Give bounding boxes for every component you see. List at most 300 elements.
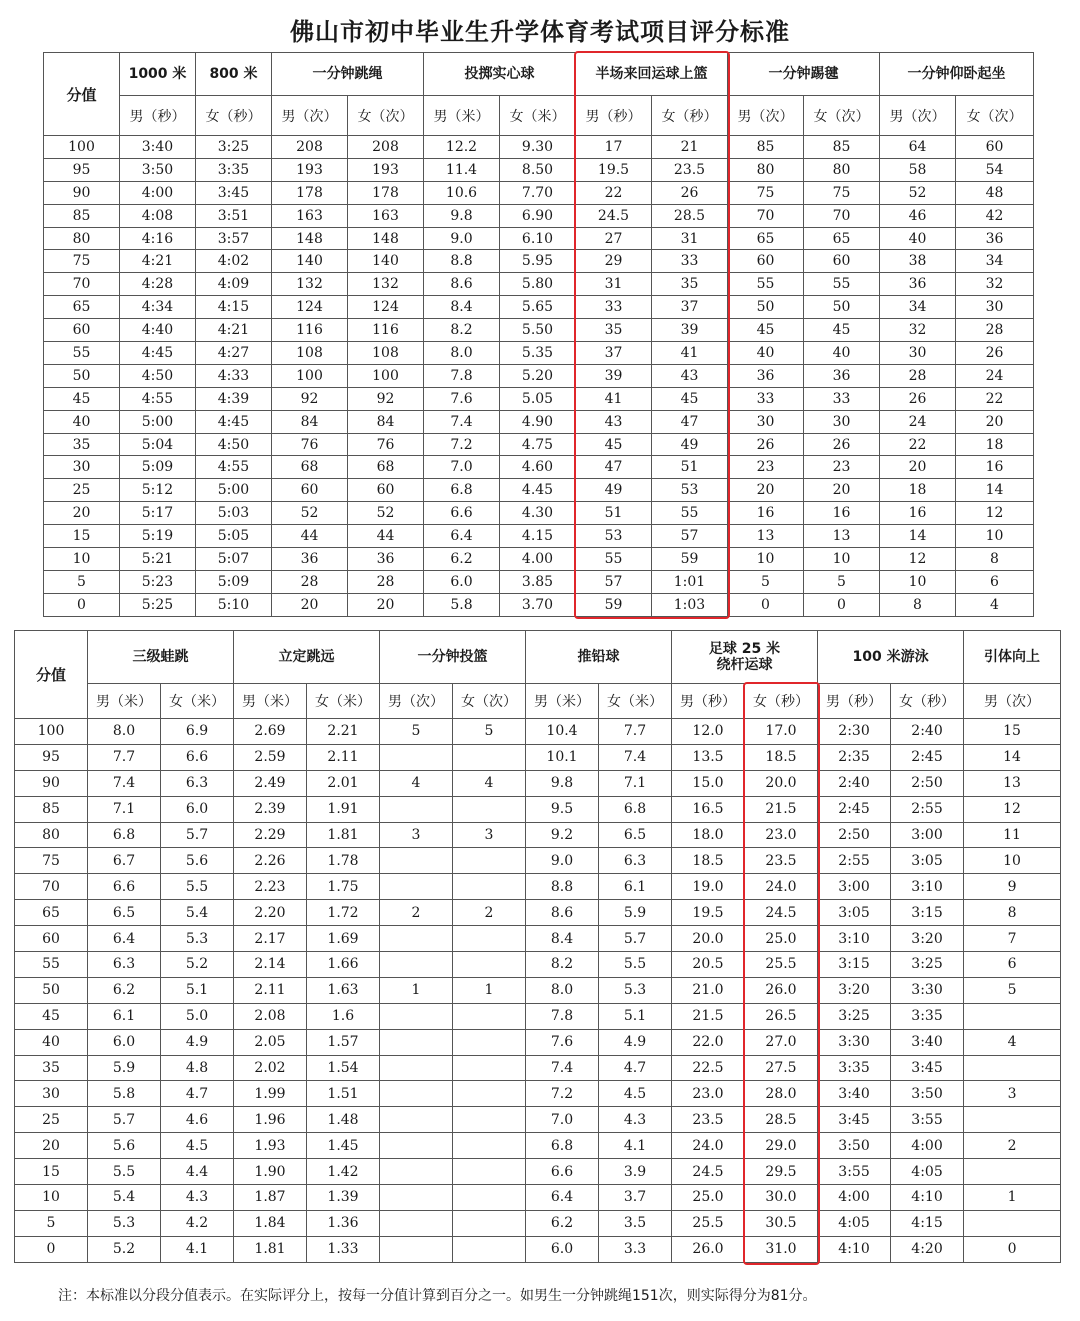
value-cell: 64: [880, 136, 956, 159]
value-cell: [964, 1107, 1061, 1133]
value-cell: 9.30: [500, 136, 576, 159]
value-cell: 178: [348, 181, 424, 204]
value-cell: 4:55: [196, 456, 272, 479]
gender-unit-header: 男（次）: [728, 96, 804, 136]
value-cell: 5.20: [500, 364, 576, 387]
value-cell: 18: [880, 479, 956, 502]
value-cell: 6.6: [88, 874, 161, 900]
value-cell: 4:28: [120, 273, 196, 296]
value-cell: 15.0: [672, 770, 745, 796]
value-cell: 4:15: [891, 1210, 964, 1236]
value-cell: 124: [348, 296, 424, 319]
value-cell: [453, 1185, 526, 1211]
gender-unit-header: 女（次）: [804, 96, 880, 136]
value-cell: 4:05: [891, 1159, 964, 1185]
gender-unit-header: 男（次）: [380, 684, 453, 719]
value-cell: 48: [956, 181, 1034, 204]
score-cell: 95: [15, 744, 88, 770]
table-row: [15, 900, 1061, 926]
value-cell: 8: [956, 548, 1034, 571]
value-cell: 4:09: [196, 273, 272, 296]
value-cell: 4:08: [120, 204, 196, 227]
event-header: 一分钟踢毽: [728, 53, 880, 96]
value-cell: [380, 796, 453, 822]
value-cell: 6.4: [526, 1185, 599, 1211]
table-row: [15, 1185, 1061, 1211]
value-cell: 3:50: [891, 1081, 964, 1107]
value-cell: 3:25: [196, 136, 272, 159]
score-cell: 55: [15, 952, 88, 978]
value-cell: 3.9: [599, 1159, 672, 1185]
value-cell: 1.87: [234, 1185, 307, 1211]
value-cell: 4: [380, 770, 453, 796]
value-cell: 28: [956, 319, 1034, 342]
value-cell: 7.7: [88, 744, 161, 770]
value-cell: 2:45: [818, 796, 891, 822]
value-cell: [380, 1029, 453, 1055]
value-cell: 45: [804, 319, 880, 342]
value-cell: 208: [272, 136, 348, 159]
value-cell: 4:20: [891, 1236, 964, 1262]
value-cell: 3:30: [891, 977, 964, 1003]
value-cell: 24.5: [672, 1159, 745, 1185]
table-row: [15, 1133, 1061, 1159]
value-cell: 5.7: [161, 822, 234, 848]
value-cell: 33: [652, 250, 728, 273]
value-cell: 1.91: [307, 796, 380, 822]
value-cell: 8.0: [424, 342, 500, 365]
value-cell: 18.5: [745, 744, 818, 770]
score-cell: 15: [15, 1159, 88, 1185]
value-cell: [453, 926, 526, 952]
value-cell: 5.95: [500, 250, 576, 273]
value-cell: 3:50: [818, 1133, 891, 1159]
value-cell: 8.4: [526, 926, 599, 952]
table-row: [15, 770, 1061, 796]
value-cell: 3:25: [891, 952, 964, 978]
value-cell: [453, 1107, 526, 1133]
value-cell: 1: [964, 1185, 1061, 1211]
value-cell: 6.90: [500, 204, 576, 227]
value-cell: 4: [453, 770, 526, 796]
value-cell: 28: [348, 570, 424, 593]
value-cell: 0: [804, 593, 880, 616]
value-cell: 35: [576, 319, 652, 342]
value-cell: 1.6: [307, 1003, 380, 1029]
value-cell: [453, 874, 526, 900]
value-cell: 16: [956, 456, 1034, 479]
value-cell: 2:35: [818, 744, 891, 770]
value-cell: 75: [804, 181, 880, 204]
value-cell: 28.5: [745, 1107, 818, 1133]
value-cell: [453, 1133, 526, 1159]
value-cell: 1.54: [307, 1055, 380, 1081]
value-cell: 2.26: [234, 848, 307, 874]
value-cell: 2.11: [307, 744, 380, 770]
value-cell: 5: [804, 570, 880, 593]
gender-unit-header: 男（米）: [424, 96, 500, 136]
value-cell: 18.5: [672, 848, 745, 874]
value-cell: 1.57: [307, 1029, 380, 1055]
value-cell: 26: [652, 181, 728, 204]
value-cell: 7.1: [88, 796, 161, 822]
value-cell: 39: [652, 319, 728, 342]
value-cell: 10: [728, 548, 804, 571]
value-cell: 1: [380, 977, 453, 1003]
score-cell: 20: [44, 502, 120, 525]
value-cell: 5:23: [120, 570, 196, 593]
table-row: [44, 250, 1034, 273]
value-cell: 8.50: [500, 158, 576, 181]
value-cell: 1.36: [307, 1210, 380, 1236]
value-cell: 8.0: [88, 719, 161, 745]
value-cell: 45: [728, 319, 804, 342]
value-cell: 3: [380, 822, 453, 848]
value-cell: 4:50: [196, 433, 272, 456]
value-cell: 5.6: [88, 1133, 161, 1159]
score-cell: 25: [44, 479, 120, 502]
value-cell: 16.5: [672, 796, 745, 822]
score-cell: 5: [15, 1210, 88, 1236]
value-cell: 24.5: [576, 204, 652, 227]
value-cell: 1.48: [307, 1107, 380, 1133]
value-cell: 28: [272, 570, 348, 593]
gender-unit-header: 女（秒）: [652, 96, 728, 136]
value-cell: 52: [272, 502, 348, 525]
value-cell: 1.51: [307, 1081, 380, 1107]
table-row: [15, 848, 1061, 874]
value-cell: 5.2: [88, 1236, 161, 1262]
value-cell: 5.2: [161, 952, 234, 978]
score-cell: 25: [15, 1107, 88, 1133]
table-row: [44, 502, 1034, 525]
value-cell: 23.5: [652, 158, 728, 181]
value-cell: 7.7: [599, 719, 672, 745]
value-cell: 29.0: [745, 1133, 818, 1159]
value-cell: 60: [272, 479, 348, 502]
value-cell: 5.4: [161, 900, 234, 926]
value-cell: 4.1: [161, 1236, 234, 1262]
value-cell: 52: [880, 181, 956, 204]
score-cell: 35: [44, 433, 120, 456]
score-cell: 90: [15, 770, 88, 796]
value-cell: 47: [652, 410, 728, 433]
value-cell: 4:34: [120, 296, 196, 319]
value-cell: 6.8: [526, 1133, 599, 1159]
value-cell: [453, 952, 526, 978]
value-cell: 3:40: [891, 1029, 964, 1055]
gender-unit-header: 女（秒）: [196, 96, 272, 136]
value-cell: 6.3: [161, 770, 234, 796]
value-cell: 8.0: [526, 977, 599, 1003]
event-header: 引体向上: [964, 631, 1061, 684]
value-cell: 57: [576, 570, 652, 593]
value-cell: 44: [348, 525, 424, 548]
value-cell: 33: [576, 296, 652, 319]
gender-unit-header: 男（米）: [526, 684, 599, 719]
value-cell: 21.5: [672, 1003, 745, 1029]
value-cell: 6.0: [526, 1236, 599, 1262]
value-cell: 140: [272, 250, 348, 273]
value-cell: 4:50: [120, 364, 196, 387]
value-cell: 3.85: [500, 570, 576, 593]
value-cell: 85: [804, 136, 880, 159]
value-cell: 3.7: [599, 1185, 672, 1211]
value-cell: 3.5: [599, 1210, 672, 1236]
value-cell: 36: [804, 364, 880, 387]
value-cell: 163: [272, 204, 348, 227]
gender-unit-header: 女（米）: [161, 684, 234, 719]
value-cell: 3:51: [196, 204, 272, 227]
value-cell: 31: [576, 273, 652, 296]
score-cell: 95: [44, 158, 120, 181]
value-cell: 41: [652, 342, 728, 365]
value-cell: 4:00: [891, 1133, 964, 1159]
value-cell: 3:25: [818, 1003, 891, 1029]
table-row: [44, 296, 1034, 319]
value-cell: 4:40: [120, 319, 196, 342]
score-cell: 40: [44, 410, 120, 433]
value-cell: 6.4: [88, 926, 161, 952]
value-cell: 36: [348, 548, 424, 571]
value-cell: 36: [880, 273, 956, 296]
value-cell: 23.5: [672, 1107, 745, 1133]
value-cell: 2:40: [891, 719, 964, 745]
gender-unit-header: 女（次）: [956, 96, 1034, 136]
value-cell: 36: [272, 548, 348, 571]
value-cell: 22: [956, 387, 1034, 410]
value-cell: 7.6: [526, 1029, 599, 1055]
value-cell: 9: [964, 874, 1061, 900]
value-cell: 59: [576, 593, 652, 616]
value-cell: 70: [804, 204, 880, 227]
gender-unit-header: 女（秒）: [745, 684, 818, 719]
value-cell: 5:17: [120, 502, 196, 525]
score-cell: 70: [44, 273, 120, 296]
value-cell: [453, 848, 526, 874]
value-cell: 26.0: [672, 1236, 745, 1262]
value-cell: 1.72: [307, 900, 380, 926]
value-cell: 5:21: [120, 548, 196, 571]
score-cell: 40: [15, 1029, 88, 1055]
value-cell: 4:10: [891, 1185, 964, 1211]
value-cell: 17.0: [745, 719, 818, 745]
value-cell: [453, 744, 526, 770]
value-cell: 4.5: [161, 1133, 234, 1159]
value-cell: 25.0: [745, 926, 818, 952]
value-cell: 8.6: [424, 273, 500, 296]
value-cell: [453, 1236, 526, 1262]
table-row: [15, 744, 1061, 770]
value-cell: 3:20: [818, 977, 891, 1003]
value-cell: 25.5: [745, 952, 818, 978]
value-cell: 5.0: [161, 1003, 234, 1029]
value-cell: 53: [576, 525, 652, 548]
value-cell: 7.8: [526, 1003, 599, 1029]
scoring-table-2: [14, 630, 1061, 1263]
value-cell: 6.0: [424, 570, 500, 593]
score-cell: 10: [15, 1185, 88, 1211]
value-cell: 18.0: [672, 822, 745, 848]
value-cell: 16: [728, 502, 804, 525]
value-cell: 21.5: [745, 796, 818, 822]
table-row: [44, 227, 1034, 250]
value-cell: 8: [880, 593, 956, 616]
event-header: 半场来回运球上篮: [576, 53, 728, 96]
value-cell: 24.5: [745, 900, 818, 926]
score-cell: 60: [44, 319, 120, 342]
score-cell: 75: [15, 848, 88, 874]
event-header: 一分钟仰卧起坐: [880, 53, 1034, 96]
value-cell: 2: [964, 1133, 1061, 1159]
value-cell: 26: [880, 387, 956, 410]
value-cell: 7.8: [424, 364, 500, 387]
value-cell: 13: [804, 525, 880, 548]
value-cell: 29: [576, 250, 652, 273]
table-row: [15, 822, 1061, 848]
value-cell: 8.8: [424, 250, 500, 273]
value-cell: 6.2: [88, 977, 161, 1003]
table-row: [44, 593, 1034, 616]
value-cell: 27: [576, 227, 652, 250]
value-cell: 2.05: [234, 1029, 307, 1055]
score-cell: 30: [15, 1081, 88, 1107]
value-cell: 30: [804, 410, 880, 433]
table-row: [15, 874, 1061, 900]
value-cell: 3:40: [120, 136, 196, 159]
value-cell: 4: [964, 1029, 1061, 1055]
value-cell: 4.7: [599, 1055, 672, 1081]
value-cell: 1.84: [234, 1210, 307, 1236]
table-row: [15, 926, 1061, 952]
value-cell: 6.8: [599, 796, 672, 822]
value-cell: 4.7: [161, 1081, 234, 1107]
value-cell: 3:55: [818, 1159, 891, 1185]
value-cell: 38: [880, 250, 956, 273]
value-cell: 9.2: [526, 822, 599, 848]
value-cell: 2:45: [891, 744, 964, 770]
gender-unit-header: 女（秒）: [891, 684, 964, 719]
value-cell: 6.6: [161, 744, 234, 770]
value-cell: 1.93: [234, 1133, 307, 1159]
value-cell: 33: [728, 387, 804, 410]
value-cell: 10.1: [526, 744, 599, 770]
value-cell: 92: [348, 387, 424, 410]
value-cell: 4:45: [196, 410, 272, 433]
value-cell: 19.0: [672, 874, 745, 900]
gender-unit-header: 男（秒）: [818, 684, 891, 719]
value-cell: 15: [964, 719, 1061, 745]
value-cell: [380, 952, 453, 978]
table-row: [44, 342, 1034, 365]
value-cell: 3:35: [891, 1003, 964, 1029]
value-cell: 1.96: [234, 1107, 307, 1133]
table-row: [15, 1003, 1061, 1029]
value-cell: 7.4: [526, 1055, 599, 1081]
value-cell: 20: [804, 479, 880, 502]
value-cell: 1.33: [307, 1236, 380, 1262]
value-cell: 44: [272, 525, 348, 548]
value-cell: 12.2: [424, 136, 500, 159]
event-header: 投掷实心球: [424, 53, 576, 96]
value-cell: 4:33: [196, 364, 272, 387]
value-cell: 1:01: [652, 570, 728, 593]
value-cell: 5:04: [120, 433, 196, 456]
value-cell: 6.0: [161, 796, 234, 822]
value-cell: 4.9: [161, 1029, 234, 1055]
value-cell: 27.5: [745, 1055, 818, 1081]
value-cell: 16: [880, 502, 956, 525]
value-cell: [964, 1210, 1061, 1236]
value-cell: 3:10: [891, 874, 964, 900]
value-cell: 4:45: [120, 342, 196, 365]
table-row: [15, 1210, 1061, 1236]
value-cell: 7.1: [599, 770, 672, 796]
scoring-table-1: [43, 52, 1034, 617]
value-cell: 75: [728, 181, 804, 204]
value-cell: 60: [348, 479, 424, 502]
event-header: 推铅球: [526, 631, 672, 684]
value-cell: 5:00: [120, 410, 196, 433]
event-header: 一分钟投篮: [380, 631, 526, 684]
value-cell: 6.6: [526, 1159, 599, 1185]
value-cell: 5.05: [500, 387, 576, 410]
gender-unit-header: 男（次）: [272, 96, 348, 136]
value-cell: 29.5: [745, 1159, 818, 1185]
value-cell: 24: [880, 410, 956, 433]
table-row: [44, 136, 1034, 159]
value-cell: 6: [964, 952, 1061, 978]
value-cell: 23.0: [745, 822, 818, 848]
value-cell: 41: [576, 387, 652, 410]
value-cell: 4:16: [120, 227, 196, 250]
value-cell: 9.0: [526, 848, 599, 874]
value-cell: [380, 1107, 453, 1133]
value-cell: [380, 1055, 453, 1081]
value-cell: 7.0: [424, 456, 500, 479]
value-cell: 32: [880, 319, 956, 342]
value-cell: 4.75: [500, 433, 576, 456]
value-cell: 2.14: [234, 952, 307, 978]
value-cell: 6.9: [161, 719, 234, 745]
value-cell: 4:00: [818, 1185, 891, 1211]
value-cell: 10.6: [424, 181, 500, 204]
value-cell: 3:45: [818, 1107, 891, 1133]
value-cell: 2.11: [234, 977, 307, 1003]
value-cell: 5.9: [599, 900, 672, 926]
score-cell: 35: [15, 1055, 88, 1081]
table-row: [15, 1029, 1061, 1055]
value-cell: 4:21: [120, 250, 196, 273]
value-cell: 4.3: [599, 1107, 672, 1133]
value-cell: 30.5: [745, 1210, 818, 1236]
gender-unit-header: 女（米）: [307, 684, 380, 719]
value-cell: 3:10: [818, 926, 891, 952]
value-cell: 108: [272, 342, 348, 365]
value-cell: 70: [728, 204, 804, 227]
value-cell: 4.90: [500, 410, 576, 433]
value-cell: 13.5: [672, 744, 745, 770]
value-cell: 49: [652, 433, 728, 456]
value-cell: 4:39: [196, 387, 272, 410]
value-cell: [380, 1210, 453, 1236]
value-cell: 24.0: [745, 874, 818, 900]
value-cell: 5.8: [424, 593, 500, 616]
table-row: [44, 319, 1034, 342]
value-cell: 148: [348, 227, 424, 250]
value-cell: 2: [380, 900, 453, 926]
event-header: 足球 25 米 绕杆运球: [672, 631, 818, 684]
